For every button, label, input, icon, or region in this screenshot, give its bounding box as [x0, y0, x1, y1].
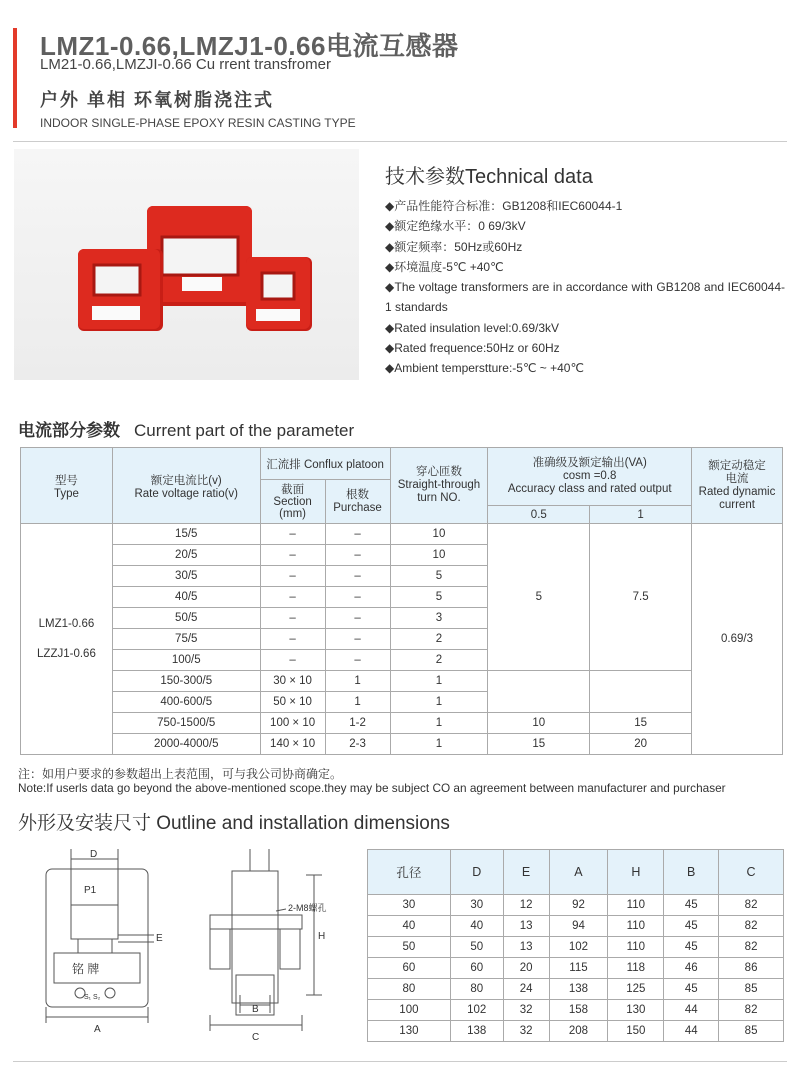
outline-title: 外形及安装尺寸 Outline and installation dimensions	[18, 813, 450, 834]
purchase-cell: –	[325, 608, 390, 629]
accuracy-05-cell	[488, 671, 590, 713]
section-cell: –	[260, 566, 325, 587]
tech-item: ◆Ambient temperstture:-5℃ ~ +40℃	[385, 361, 584, 376]
ratio-cell: 2000-4000/5	[112, 734, 260, 755]
product-illustration	[14, 149, 359, 380]
ratio-cell: 50/5	[112, 608, 260, 629]
tech-item: ◆环境温度-5℃ +40℃	[385, 259, 504, 274]
ratio-cell: 750-1500/5	[112, 713, 260, 734]
purchase-cell: –	[325, 524, 390, 545]
table-row: 80 80 24 138 125 45 85	[368, 979, 784, 1000]
ratio-cell: 75/5	[112, 629, 260, 650]
purchase-cell: –	[325, 650, 390, 671]
header-cell: B	[664, 850, 719, 895]
header-dynamic: 额定动稳定 电流 Rated dynamic current	[692, 448, 783, 524]
ratio-cell: 150-300/5	[112, 671, 260, 692]
product-photo	[14, 149, 359, 380]
table-row	[21, 734, 783, 755]
accuracy-05-cell: 15	[488, 734, 590, 755]
tech-item: ◆产品性能符合标准：GB1208和IEC60044-1	[385, 199, 623, 213]
section-cell: 140 × 10	[260, 734, 325, 755]
divider	[13, 141, 787, 142]
tech-item: ◆额定绝缘水平：0 69/3kV	[385, 219, 526, 234]
accuracy-05-cell: 5	[488, 524, 590, 671]
label-H: H	[318, 931, 326, 942]
table-row: 60 60 20 115 118 46 86	[368, 958, 784, 979]
dynamic-cell: 0.69/3	[692, 524, 783, 755]
table-row	[21, 671, 783, 692]
label-S: S₁ S₂	[84, 994, 101, 1001]
note-en: Note:If userls data go beyond the above-mentioned scope.they may be subject CO an agreement between manufacturer and purchaser	[18, 781, 726, 795]
header-ratio: 额定电流比(v) Rate voltage ratio(v)	[112, 448, 260, 524]
label-C: C	[252, 1032, 260, 1043]
page-title: LMZ1-0.66,LMZJ1-0.66电流互感器	[40, 31, 459, 61]
section-cell: –	[260, 587, 325, 608]
purchase-cell: 2-3	[325, 734, 390, 755]
ratio-cell: 15/5	[112, 524, 260, 545]
table-row: 50 50 13 102 110 45 82	[368, 937, 784, 958]
label-B: B	[252, 1004, 259, 1015]
table-row: 30 30 12 92 110 45 82	[368, 895, 784, 916]
section-cell: –	[260, 629, 325, 650]
divider	[13, 1061, 787, 1062]
header-cell: H	[608, 850, 664, 895]
section-cell: –	[260, 608, 325, 629]
table-row: 130 138 32 208 150 44 85	[368, 1021, 784, 1042]
accuracy-1-cell: 20	[590, 734, 692, 755]
purchase-cell: –	[325, 566, 390, 587]
current-parameter-table	[20, 447, 783, 755]
purchase-cell: 1-2	[325, 713, 390, 734]
section-cell: 30 × 10	[260, 671, 325, 692]
purchase-cell: 1	[325, 692, 390, 713]
table-row	[21, 713, 783, 734]
section-cell: –	[260, 545, 325, 566]
header-cell: D	[450, 850, 503, 895]
header-turns: 穿心匝数 Straight-through turn NO.	[390, 448, 488, 524]
table-row: 100 102 32 158 130 44 82	[368, 1000, 784, 1021]
label-P1: P1	[84, 885, 97, 896]
turns-cell: 5	[390, 587, 488, 608]
label-E: E	[156, 933, 163, 944]
turns-cell: 1	[390, 671, 488, 692]
tech-title: 技术参数Technical data	[385, 166, 593, 188]
turns-cell: 5	[390, 566, 488, 587]
current-section-title	[18, 416, 354, 441]
outline-drawing	[14, 845, 364, 1045]
ratio-cell: 20/5	[112, 545, 260, 566]
tech-item: ◆额定频率：50Hz或60Hz	[385, 239, 523, 254]
current-title-en: Current part of the parameter	[134, 421, 355, 440]
page-subtitle: LM21-0.66,LMZJI-0.66 Cu rrent transfromer	[40, 56, 331, 73]
ratio-cell: 30/5	[112, 566, 260, 587]
turns-cell: 10	[390, 524, 488, 545]
header-cell: C	[719, 850, 784, 895]
turns-cell: 3	[390, 608, 488, 629]
section-cell: –	[260, 650, 325, 671]
accuracy-1-cell	[590, 671, 692, 713]
turns-cell: 10	[390, 545, 488, 566]
current-title-cn: 电流部分参数	[18, 421, 120, 440]
label-nameplate: 铭 牌	[72, 962, 100, 976]
header-cell: 孔径	[368, 850, 451, 895]
purchase-cell: –	[325, 629, 390, 650]
header-cell: A	[549, 850, 608, 895]
label-D: D	[90, 849, 98, 860]
type-title-cn: 户外 单相 环氧树脂浇注式	[40, 90, 275, 110]
section-cell: –	[260, 524, 325, 545]
type-title-en: INDOOR SINGLE-PHASE EPOXY RESIN CASTING TYPE	[40, 116, 356, 130]
header-cell: E	[503, 850, 549, 895]
label-A: A	[94, 1024, 101, 1035]
ratio-cell: 100/5	[112, 650, 260, 671]
header-accuracy: 准确级及额定输出(VA) cosm =0.8 Accuracy class and rated output	[488, 448, 692, 506]
section-cell: 50 × 10	[260, 692, 325, 713]
turns-cell: 2	[390, 629, 488, 650]
accuracy-1-cell: 15	[590, 713, 692, 734]
accuracy-1-cell: 7.5	[590, 524, 692, 671]
turns-cell: 2	[390, 650, 488, 671]
section-cell: 100 × 10	[260, 713, 325, 734]
turns-cell: 1	[390, 692, 488, 713]
header-purchase: 根数 Purchase	[325, 480, 390, 524]
purchase-cell: –	[325, 587, 390, 608]
tech-item: ◆Rated insulation level:0.69/3kV	[385, 320, 559, 335]
header-section: 截面 Section (mm)	[260, 480, 325, 524]
header-acc-05: 0.5	[488, 506, 590, 524]
ratio-cell: 400-600/5	[112, 692, 260, 713]
dimension-table	[367, 849, 784, 1042]
purchase-cell: 1	[325, 671, 390, 692]
table-row	[21, 524, 783, 545]
turns-cell: 1	[390, 713, 488, 734]
header-type: 型号 Type	[21, 448, 113, 524]
accuracy-05-cell: 10	[488, 713, 590, 734]
header-conflux: 汇流排 Conflux platoon	[260, 448, 390, 480]
tech-item: ◆The voltage transformers are in accordance with GB1208 and IEC60044-1 standards	[385, 280, 785, 315]
table-row: 40 40 13 94 110 45 82	[368, 916, 784, 937]
header-acc-1: 1	[590, 506, 692, 524]
tech-item: ◆Rated frequence:50Hz or 60Hz	[385, 341, 560, 356]
dimension-header-row	[368, 850, 784, 895]
purchase-cell: –	[325, 545, 390, 566]
turns-cell: 1	[390, 734, 488, 755]
note-cn: 注：如用户要求的参数超出上表范围，可与我公司协商确定。	[18, 767, 343, 781]
label-bolt: 2-M8螺孔	[288, 903, 327, 913]
tech-list	[385, 196, 785, 379]
model-cell: LMZ1-0.66 LZZJ1-0.66	[21, 524, 113, 755]
ratio-cell: 40/5	[112, 587, 260, 608]
accent-bar	[13, 28, 17, 128]
